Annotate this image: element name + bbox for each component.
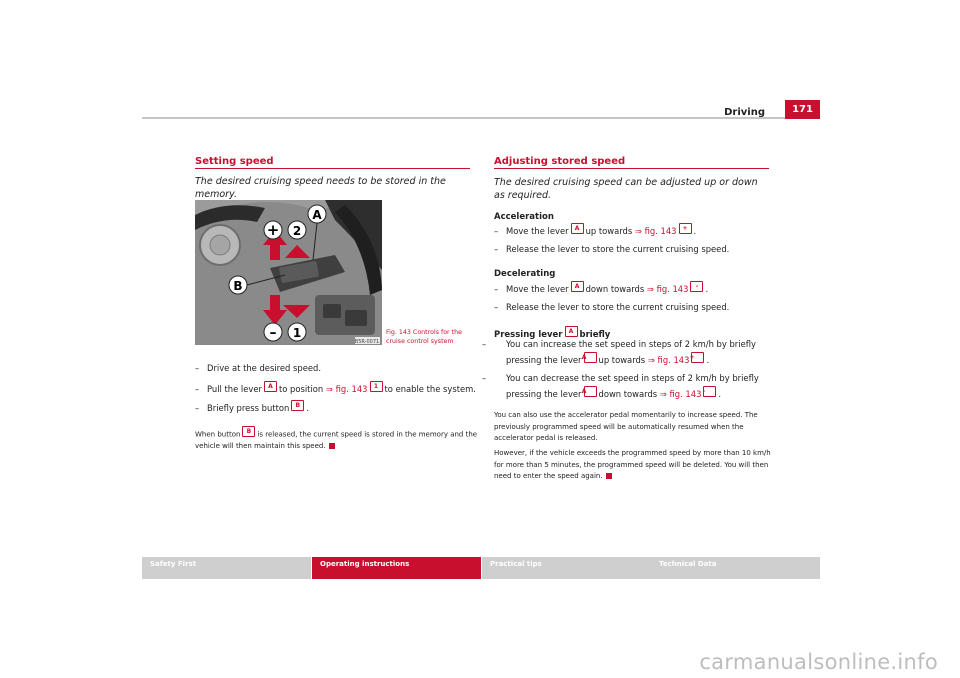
key-A: A bbox=[584, 352, 597, 363]
key-A: A bbox=[571, 281, 584, 292]
fig-label-plus: + bbox=[266, 221, 280, 239]
key-plus: + bbox=[679, 223, 692, 234]
key-minus: - bbox=[703, 386, 716, 397]
decel-step-1: – Move the lever A down towards ⇒ fig. 143 - . bbox=[494, 283, 709, 294]
fig-ref[interactable]: fig. 143 bbox=[656, 283, 689, 294]
key-B: B bbox=[291, 400, 304, 411]
section-intro: The desired cruising speed needs to be stored in the memory. bbox=[195, 176, 446, 200]
fig-label-1: 1 bbox=[292, 326, 302, 340]
key-minus: - bbox=[690, 281, 703, 292]
key-plus: + bbox=[691, 352, 704, 363]
section-rule bbox=[494, 168, 769, 169]
key-A: A bbox=[264, 381, 277, 392]
footer-tab-operating-instructions[interactable]: Operating instructions bbox=[312, 557, 481, 579]
header-rule bbox=[142, 117, 820, 119]
left-step-3: – Briefly press button B . bbox=[195, 402, 309, 413]
figure-code: B5R-0071 bbox=[354, 339, 380, 345]
section-heading-setting-speed: Setting speed bbox=[195, 156, 274, 167]
right-note-2: However, if the vehicle exceeds the programmed speed by more than 10 km/h for more than 5 minutes, the programmed speed will be deleted. You will then need to enter the speed again. bbox=[494, 449, 771, 480]
left-step-1: – Drive at the desired speed. bbox=[195, 363, 321, 373]
left-note: When button B is released, the current speed is stored in the memory and the vehicle will then maintain this speed. bbox=[195, 428, 478, 450]
section-heading-adjusting-speed: Adjusting stored speed bbox=[494, 156, 626, 167]
running-header: Driving bbox=[724, 107, 765, 118]
fig-label-B: B bbox=[233, 279, 243, 293]
subheading-acceleration: Acceleration bbox=[494, 212, 554, 222]
subheading-pressing-lever: Pressing lever A briefly bbox=[494, 328, 611, 340]
fig-label-2: 2 bbox=[292, 224, 302, 238]
fig-ref[interactable]: fig. 143 bbox=[644, 225, 677, 236]
fig-ref[interactable]: fig. 143 bbox=[657, 354, 690, 365]
subheading-decelerating: Decelerating bbox=[494, 269, 556, 279]
key-A: A bbox=[584, 386, 597, 397]
accel-step-2: – Release the lever to store the current cruising speed. bbox=[494, 244, 730, 254]
section-rule bbox=[195, 168, 470, 169]
end-mark bbox=[329, 443, 335, 449]
figure-caption: Fig. 143 Controls for the cruise control system bbox=[386, 329, 462, 345]
watermark: carmanualsonline.info bbox=[699, 650, 938, 674]
accel-step-1: – Move the lever A up towards ⇒ fig. 143 + . bbox=[494, 225, 697, 236]
section-intro: The desired cruising speed can be adjusted up or down as required. bbox=[494, 177, 758, 201]
key-1: 1 bbox=[370, 381, 383, 392]
key-B: B bbox=[242, 426, 255, 437]
footer-tab-technical-data[interactable]: Technical Data bbox=[651, 557, 820, 579]
end-mark bbox=[606, 473, 612, 479]
fig-ref[interactable]: fig. 143 bbox=[335, 383, 368, 394]
left-step-2: – Pull the lever A to position ⇒ fig. 143 1 to enable the system. bbox=[195, 383, 476, 394]
brief-step-2: – You can decrease the set speed in steps of 2 km/h by briefly pressing the leverA down towards ⇒ fig. 143- . bbox=[482, 373, 759, 399]
decel-step-2: – Release the lever to store the current cruising speed. bbox=[494, 302, 730, 312]
fig-label-A: A bbox=[312, 208, 322, 222]
right-note-1: You can also use the accelerator pedal momentarily to increase speed. The previously programmed speed will be automatically resumed when the accelerator pedal is released. bbox=[494, 411, 758, 442]
page-number: 171 bbox=[785, 100, 820, 119]
fig-ref[interactable]: fig. 143 bbox=[669, 388, 702, 399]
footer-tab-practical-tips[interactable]: Practical tips bbox=[482, 557, 651, 579]
brief-step-1: – You can increase the set speed in steps of 2 km/h by briefly pressing the leverA up towards ⇒ fig. 143+ . bbox=[482, 339, 756, 365]
fig-label-minus: – bbox=[269, 325, 277, 341]
cruise-control-figure bbox=[195, 200, 382, 345]
key-A: A bbox=[571, 223, 584, 234]
footer-tab-safety-first[interactable]: Safety First bbox=[142, 557, 311, 579]
key-A: A bbox=[565, 326, 578, 337]
